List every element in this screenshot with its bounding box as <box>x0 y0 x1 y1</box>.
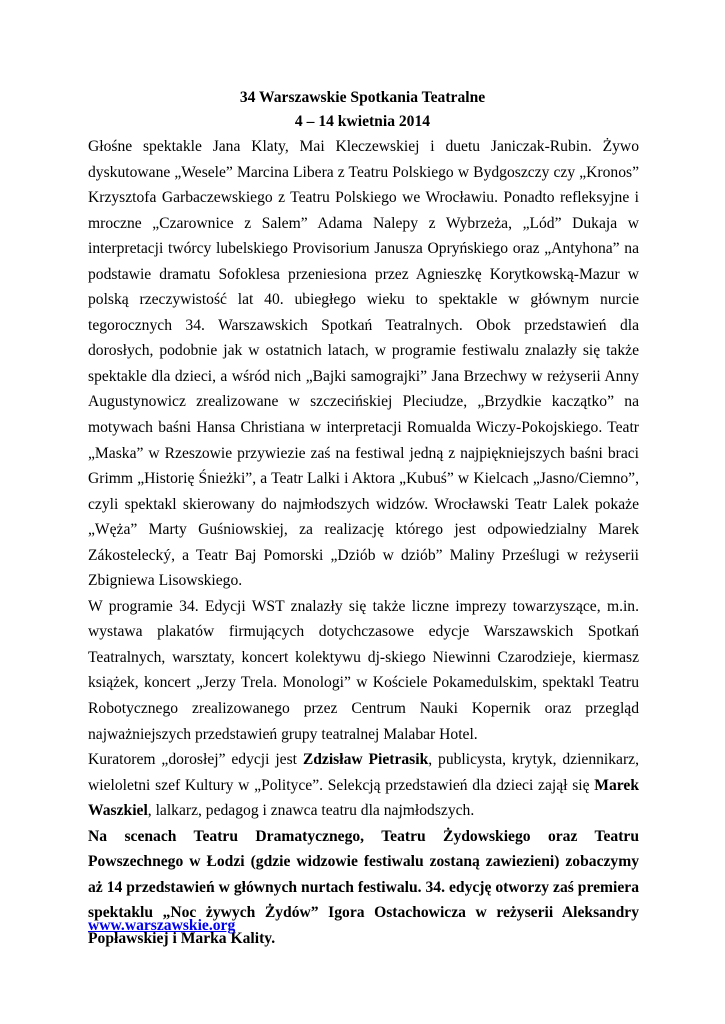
curators-text-1: Kuratorem „dorosłej” edycji jest <box>88 751 303 769</box>
curator-adult-name: Zdzisław Pietrasik <box>302 751 429 769</box>
document-body <box>88 134 639 952</box>
curators-text-3: , lalkarz, pedagog i znawca teatru dla najmłodszych. <box>147 802 475 820</box>
curator-children-name: Marek Waszkiel <box>88 776 639 820</box>
website-link[interactable]: www.warszawskie.org <box>88 917 236 934</box>
paragraph-curators <box>88 747 639 824</box>
paragraph-side-events: W programie 34. Edycji WST znalazły się także liczne imprezy towarzyszące, m.in. wystawa plakatów firmujących dotychczasowe edycje Warszawskich Spotkań Teatralnych, warsztaty, koncert kolektywu dj-skiego Niewinni Czarodzieje, kiermasz książek, koncert „Jerzy Trela. Monologi” w Kościele Pokamedulskim, spektakl Teatru Robotycznego zrealizowanego przez Centrum Nauki Kopernik oraz przegląd najważniejszych przedstawień grupy teatralnej Malabar Hotel. <box>88 597 639 743</box>
venues-bold-text: Na scenach Teatru Dramatycznego, Teatru Żydowskiego oraz Teatru Powszechnego w Łodzi (gdzie widzowie festiwalu zostaną zawiezieni) zobaczymy aż 14 przedstawień w głównych nurtach festiwalu. 34. edycję otworzy zaś premiera spektaklu „Noc żywych Żydów” Igora Ostachowicza w reżyserii Aleksandry Popławskiej i Marka Kality. <box>88 827 639 947</box>
festival-dates: 4 – 14 kwietnia 2014 <box>294 113 431 130</box>
paragraph-program: Głośne spektakle Jana Klaty, Mai Kleczewskiej i duetu Janiczak-Rubin. Żywo dyskutowane „Wesele” Marcina Libera z Teatru Polskiego w Bydgoszczy czy „Kronos” Krzysztofa Garbaczewskiego z Teatru Polskiego we Wrocławiu. Ponadto refleksyjne i mroczne „Czarownice z Salem” Adama Nalepy z Wybrzeża, „Lód” Dukaja w interpretacji twórcy lubelskiego Provisorium Janusza Opryńskiego oraz „Antyhona” na podstawie dramatu Sofoklesa przeniesiona przez Agnieszkę Korytkowską-Mazur w polską rzeczywistość lat 40. ubiegłego wieku to spektakle w głównym nurcie tegorocznych 34. Warszawskich Spotkań Teatralnych. Obok przedstawień dla dorosłych, podobnie jak w ostatnich latach, w programie festiwalu znalazły się także spektakle dla dzieci, a wśród nich „Bajki samograjki” Jana Brzechwy w reżyserii Anny Augustynowicz zrealizowane w szczecińskiej Pleciudze, „Brzydkie kaczątko” na motywach baśni Hansa Christiana w interpretacji Romualda Wiczy-Pokojskiego. Teatr „Maska” w Rzeszowie przywiezie zaś na festiwal jedną z najpiękniejszych baśni braci Grimm „Historię Śnieżki”, a Teatr Lalki i Aktora „Kubuś” w Kielcach „Jasno/Ciemno”, czyli spektakl skierowany do najmłodszych widzów. Wrocławski Teatr Lalek pokaże „Węża” Marty Guśniowskiej, za realizację którego jest odpowiedzialny Marek Zákostelecký, a Teatr Baj Pomorski „Dziób w dziób” Maliny Prześlugi w reżyserii Zbigniewa Lisowskiego. <box>88 138 639 590</box>
curators-text-2: , publicysta, krytyk, dziennikarz, wieloletni szef Kultury w „Polityce”. Selekcją przedstawień dla dzieci zajął się <box>88 751 639 794</box>
document-title: 34 Warszawskie Spotkania Teatralne <box>239 89 486 106</box>
